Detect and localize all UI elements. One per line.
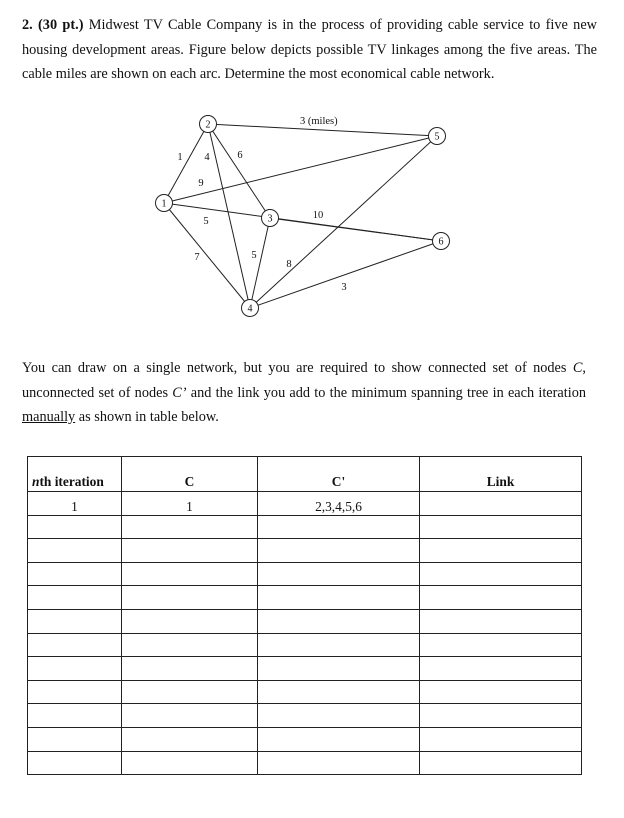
arc-weight-1-2: 1	[177, 152, 183, 163]
cell-c[interactable]	[122, 704, 258, 728]
header-iteration	[28, 457, 122, 492]
cell-c[interactable]	[122, 515, 258, 539]
cell-iteration[interactable]: 1	[28, 492, 122, 516]
arc-weight-1-5: 9	[198, 178, 204, 189]
cprime-symbol: C’	[172, 384, 187, 401]
iteration-table	[27, 456, 582, 775]
arc-weight-1-6: 5	[203, 216, 209, 227]
cell-iteration[interactable]	[28, 586, 122, 610]
node-2-label: 2	[205, 119, 211, 131]
node-4-label: 4	[247, 303, 253, 315]
arc-weight-3-6: 10	[312, 210, 324, 221]
table-row	[28, 704, 582, 728]
table-row	[28, 657, 582, 681]
arc-weight-1-4: 7	[194, 252, 200, 263]
cell-iteration[interactable]	[28, 562, 122, 586]
cell-cprime[interactable]	[258, 727, 420, 751]
cell-link[interactable]	[420, 657, 582, 681]
cell-c[interactable]	[122, 633, 258, 657]
arc-1-5	[164, 136, 437, 203]
cell-cprime[interactable]	[258, 539, 420, 563]
cell-link[interactable]	[420, 515, 582, 539]
arc-4-6	[250, 241, 441, 308]
arc-3-6	[270, 218, 441, 241]
table-row	[28, 727, 582, 751]
cell-c[interactable]	[122, 539, 258, 563]
cell-c[interactable]	[122, 586, 258, 610]
cell-iteration[interactable]	[28, 609, 122, 633]
table-row	[28, 539, 582, 563]
cell-iteration[interactable]	[28, 633, 122, 657]
cell-link[interactable]	[420, 751, 582, 775]
cell-c[interactable]	[122, 562, 258, 586]
node-3-label: 3	[267, 213, 273, 225]
node-6-label: 6	[438, 236, 444, 248]
arc-2-4	[208, 124, 250, 308]
header-link: Link	[420, 457, 582, 492]
problem-text: Midwest TV Cable Company is in the process of providing cable service to five new housing development areas. Figure below depicts possible TV linkages among the five areas. The cable miles are shown on each arc. Determine the most economical cable network.	[22, 17, 597, 82]
c-symbol: C	[572, 360, 583, 376]
cell-iteration[interactable]	[28, 539, 122, 563]
cell-c[interactable]	[122, 727, 258, 751]
arc-2-3	[208, 124, 270, 218]
problem-number: 2.	[22, 17, 33, 33]
cell-iteration[interactable]	[28, 751, 122, 775]
cell-cprime[interactable]	[258, 704, 420, 728]
header-iteration-rest: th iteration	[39, 474, 104, 489]
cell-cprime[interactable]	[258, 609, 420, 633]
table-body	[28, 492, 582, 775]
instructions-part3: and the link you add to the minimum spanning tree in each iteration	[186, 384, 586, 401]
cell-iteration[interactable]	[28, 680, 122, 704]
header-iteration-n: n	[32, 474, 40, 489]
header-c: C	[122, 457, 258, 492]
table-header-row	[28, 457, 582, 492]
cell-iteration[interactable]	[28, 515, 122, 539]
arc-weight-4-6: 3	[341, 282, 347, 293]
cell-link[interactable]	[420, 586, 582, 610]
cell-c[interactable]	[122, 680, 258, 704]
network-nodes	[156, 116, 450, 317]
table-row	[28, 586, 582, 610]
node-1-label: 1	[161, 198, 167, 210]
arc-3-4	[250, 218, 270, 308]
unit-label: 3 (miles)	[300, 116, 338, 127]
problem-points: (30 pt.)	[38, 17, 84, 33]
cell-link[interactable]	[420, 562, 582, 586]
cell-c[interactable]	[122, 751, 258, 775]
arc-weight-2-3: 4	[204, 152, 210, 163]
arc-weight-4-5: 8	[286, 259, 292, 270]
cell-link[interactable]	[420, 704, 582, 728]
table-row	[28, 609, 582, 633]
cell-cprime[interactable]	[258, 515, 420, 539]
instructions-part1: You can draw on a single network, but you are required to show connected set of nodes	[22, 360, 573, 376]
table-row	[28, 751, 582, 775]
cell-link[interactable]	[420, 609, 582, 633]
cell-cprime[interactable]	[258, 562, 420, 586]
cell-cprime[interactable]	[258, 680, 420, 704]
cell-iteration[interactable]	[28, 704, 122, 728]
cell-c[interactable]	[122, 657, 258, 681]
instructions-part2: , unconnected set of nodes	[22, 360, 586, 401]
table-row	[28, 680, 582, 704]
cell-link[interactable]	[420, 539, 582, 563]
table-row	[28, 492, 582, 516]
cell-c[interactable]	[122, 609, 258, 633]
cell-cprime[interactable]	[258, 657, 420, 681]
cell-link[interactable]	[420, 680, 582, 704]
instructions-part4: as shown in table below.	[75, 409, 219, 425]
table-row	[28, 633, 582, 657]
cell-cprime[interactable]	[258, 586, 420, 610]
cell-link[interactable]	[420, 492, 582, 516]
cell-cprime[interactable]	[258, 633, 420, 657]
cell-c[interactable]: 1	[122, 492, 258, 516]
arc-1-2	[164, 124, 208, 203]
arc-weight-2-4: 6	[237, 150, 243, 161]
node-5-label: 5	[434, 131, 440, 143]
cell-iteration[interactable]	[28, 657, 122, 681]
instructions-paragraph	[22, 356, 586, 430]
table-row	[28, 562, 582, 586]
header-cprime: C'	[258, 457, 420, 492]
cell-link[interactable]	[420, 633, 582, 657]
instructions-underlined: manually	[22, 409, 76, 425]
arc-weight-3-4: 5	[251, 250, 257, 261]
table-row	[28, 515, 582, 539]
cell-cprime[interactable]	[258, 751, 420, 775]
cell-iteration[interactable]	[28, 727, 122, 751]
cell-cprime[interactable]: 2,3,4,5,6	[258, 492, 420, 516]
cell-link[interactable]	[420, 727, 582, 751]
